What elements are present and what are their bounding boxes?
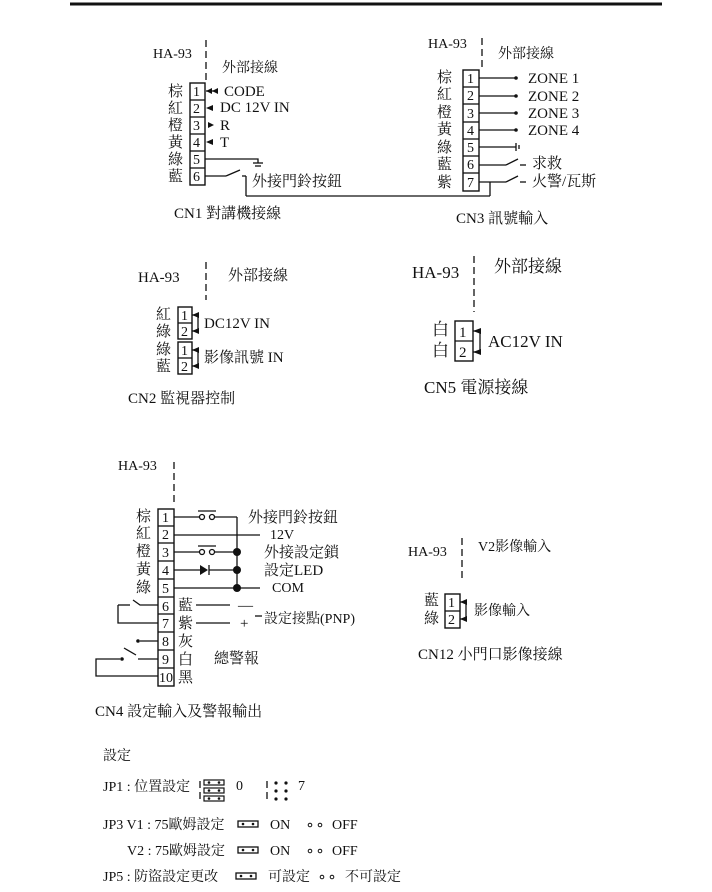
cn4-pin: 7 [162,617,169,632]
cn4-alarm-label: 總警報 [214,651,260,667]
cn4-lock-label: 外接設定鎖 [264,545,340,561]
cn1-pin: 1 [193,85,200,100]
cn4-pin: 10 [159,671,173,686]
cn4-minus-label: — [238,598,253,614]
cn1-signal: R [220,118,231,134]
cn1-ext-label: 外部接線 [222,61,278,76]
jumper-open-icon [267,781,288,801]
cn1-color: 紅 [168,101,184,117]
cn3-color: 棕 [437,70,453,86]
cn3-pin: 2 [467,89,474,104]
jp3-v1-label: JP3 V1 : 75歐姆設定 [103,818,225,833]
cn4-right-color: 白 [178,652,194,668]
cn1-signal: CODE [224,84,265,100]
cn5-pin: 1 [459,325,467,341]
cn3-fire-label: 火警/瓦斯 [532,174,597,190]
cn3-zone: ZONE 4 [528,123,580,139]
cn1-color: 黃 [168,135,184,151]
cn2-pin: 1 [181,309,188,324]
cn3-pin: 7 [467,176,474,191]
cn4-doorbell-label: 外接門鈴按鈕 [248,510,339,526]
cn4-12v-label: 12V [270,528,295,543]
cn3-pin: 3 [467,107,474,122]
jp5-cannot: 不可設定 [345,870,401,885]
cn1-device: HA-93 [153,47,192,62]
cn5-caption: CN5 電源接線 [424,378,529,397]
jumper-off-icon [308,849,312,853]
cn3-pin: 1 [467,72,474,87]
settings-section [103,748,401,885]
jp3-v2-label: V2 : 75歐姆設定 [127,844,225,859]
cn1-pin: 5 [193,153,200,168]
jumper-off-icon [320,875,324,879]
cn1-button-label: 外接門鈴按鈕 [252,174,343,190]
cn4-pin: 9 [162,653,169,668]
cn1-color: 藍 [168,169,184,185]
cn3-diagram [428,37,596,227]
cn3-zone: ZONE 2 [528,89,580,105]
cn4-device: HA-93 [118,459,157,474]
jp3-v2-off: OFF [332,844,358,859]
cn2-color: 紅 [156,307,172,323]
cn1-caption: CN1 對講機接線 [174,206,282,222]
jumper-block-icon [200,780,224,801]
jp5-can: 可設定 [268,870,310,885]
cn12-pin: 1 [448,596,455,611]
cn1-pin: 3 [193,119,200,134]
cn4-right-color: 黑 [178,670,194,686]
cn4-color: 橙 [136,544,152,560]
cn1-color: 橙 [168,118,184,134]
arrow-out-icon [208,122,214,128]
cn2-color: 藍 [156,359,172,375]
cn4-color: 紅 [136,526,152,542]
cn3-pin: 6 [467,158,474,173]
cn5-pin: 2 [459,345,467,361]
cn4-color: 綠 [136,580,152,596]
arrow-in-icon [206,105,213,111]
cn4-led-label: 設定LED [264,563,324,579]
cn12-diagram [408,538,563,663]
cn1-color: 棕 [168,84,184,100]
jumper-off-icon [308,823,312,827]
cn1-pin: 2 [193,102,200,117]
switch-icon [506,176,518,182]
switch-icon [124,648,136,655]
cn4-color: 棕 [136,509,152,525]
cn4-pin: 6 [162,600,169,615]
cn3-caption: CN3 訊號輸入 [456,211,549,227]
jp3-v2-on: ON [270,844,291,859]
cn12-pin: 2 [448,613,455,628]
cn5-ac-label: AC12V IN [488,332,563,351]
cn2-pin: 2 [181,360,188,375]
cn2-pin: 2 [181,325,188,340]
cn2-video-label: 影像訊號 IN [204,350,284,366]
cn1-color: 綠 [168,152,184,168]
cn4-caption: CN4 設定輸入及警報輸出 [95,704,263,720]
cn4-color: 黃 [136,562,152,578]
cn3-zone: ZONE 3 [528,106,580,122]
cn4-pin: 2 [162,528,169,543]
cn12-device: HA-93 [408,545,447,560]
jp3-v1-on: ON [270,818,291,833]
led-icon [200,565,208,575]
jumper-on-icon [238,821,258,827]
cn2-caption: CN2 監視器控制 [128,391,236,407]
cn2-device: HA-93 [138,270,180,286]
cn3-color: 黃 [437,122,453,138]
cn3-help-label: 求救 [532,156,563,172]
cn4-right-color: 灰 [178,634,194,650]
cn5-color: 白 [432,320,449,339]
cn3-color: 紫 [437,175,453,191]
cn3-pin: 4 [467,124,474,139]
cn4-right-color: 藍 [178,598,194,614]
cn5-diagram [412,256,563,397]
cn5-device: HA-93 [412,263,460,282]
cn4-com-label: COM [272,581,304,596]
settings-title: 設定 [103,749,131,764]
cn3-device: HA-93 [428,37,467,52]
junction-dot [233,548,241,556]
cn1-pin: 4 [193,136,200,151]
cn12-color: 綠 [424,611,440,627]
cn3-color: 紅 [437,87,453,103]
cn3-color: 綠 [437,140,453,156]
cn4-pin: 3 [162,546,169,561]
cn12-color: 藍 [424,593,440,609]
jp1-value-0: 0 [236,779,243,794]
jp5-label: JP5 : 防盜設定更改 [103,870,219,885]
cn4-diagram [95,459,355,720]
switch-icon [506,159,518,165]
jumper-on-icon [238,847,258,853]
cn12-caption: CN12 小門口影像接線 [418,647,563,663]
cn5-color: 白 [432,341,449,360]
push-button-icon [200,550,205,555]
junction-dot [233,584,241,592]
cn1-signal: DC 12V IN [220,100,290,116]
cn3-color: 藍 [437,157,453,173]
cn12-ext-label: V2影像輸入 [478,540,552,555]
junction-dot [233,566,241,574]
push-button-icon [200,515,205,520]
cn4-plus-label: + [240,616,249,632]
cn3-ext-label: 外部接線 [498,47,554,62]
cn1-signal: T [220,135,230,151]
cn4-right-color: 紫 [178,616,194,632]
cn4-pin: 8 [162,635,169,650]
cn4-pnp-label: 設定接點(PNP) [264,612,356,627]
cn4-pin: 5 [162,582,169,597]
cn2-diagram [128,262,288,407]
cn2-ext-label: 外部接線 [228,268,289,284]
cn5-ext-label: 外部接線 [494,257,562,276]
jp3-v1-off: OFF [332,818,358,833]
arrow-in-icon [206,139,213,145]
cn3-color: 橙 [437,105,453,121]
jp1-value-7: 7 [298,779,305,794]
cn12-video-label: 影像輸入 [474,604,530,619]
cn1-pin: 6 [193,170,200,185]
jumper-on-icon [236,873,256,879]
switch-icon [226,170,240,176]
jp1-label: JP1 : 位置設定 [103,780,191,795]
cn2-color: 綠 [156,324,172,340]
cn4-pin: 4 [162,564,169,579]
cn2-pin: 1 [181,344,188,359]
cn2-dc-label: DC12V IN [204,316,270,332]
cn3-zone: ZONE 1 [528,71,580,87]
cn3-pin: 5 [467,141,474,156]
cn4-pin: 1 [162,511,169,526]
cn2-color: 綠 [156,342,172,358]
